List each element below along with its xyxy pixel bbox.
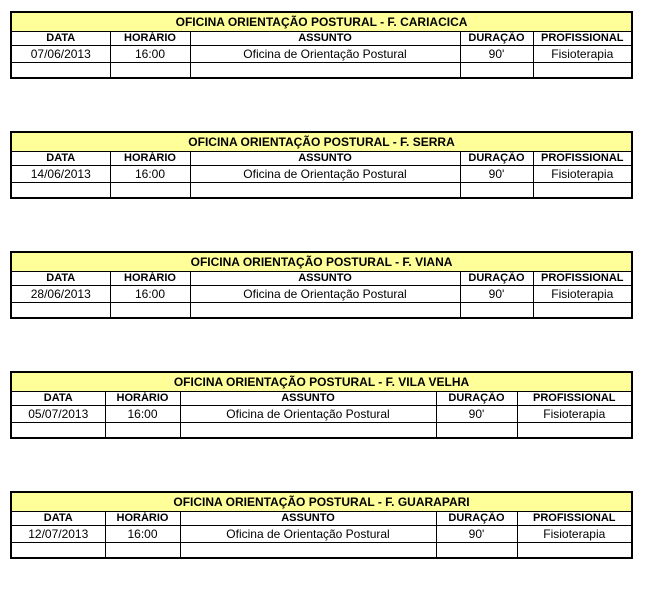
empty-cell — [436, 423, 517, 439]
cell-horario: 16:00 — [110, 46, 190, 63]
header-profissional: PROFISSIONAL — [533, 152, 632, 166]
empty-cell — [11, 63, 110, 79]
header-duracao: DURAÇÃO — [436, 392, 517, 406]
cell-assunto: Oficina de Orientação Postural — [190, 166, 460, 183]
empty-cell — [11, 303, 110, 319]
empty-row — [11, 303, 632, 319]
table-title: OFICINA ORIENTAÇÃO POSTURAL - F. SERRA — [11, 132, 632, 152]
schedule-table-guarapari — [10, 491, 633, 559]
table-row — [11, 166, 632, 183]
cell-horario: 16:00 — [110, 286, 190, 303]
schedule-table-cariacica — [10, 11, 633, 79]
schedule-table-serra — [10, 131, 633, 199]
cell-duracao: 90' — [436, 406, 517, 423]
empty-row — [11, 63, 632, 79]
empty-cell — [460, 183, 533, 199]
header-assunto: ASSUNTO — [190, 32, 460, 46]
empty-cell — [533, 303, 632, 319]
header-assunto: ASSUNTO — [190, 272, 460, 286]
empty-cell — [517, 543, 632, 559]
cell-duracao: 90' — [460, 46, 533, 63]
empty-cell — [11, 183, 110, 199]
schedule-table-viana — [10, 251, 633, 319]
empty-cell — [180, 423, 436, 439]
header-data: DATA — [11, 152, 110, 166]
table-row — [11, 286, 632, 303]
cell-assunto: Oficina de Orientação Postural — [180, 526, 436, 543]
header-horario: HORÁRIO — [110, 32, 190, 46]
empty-row — [11, 423, 632, 439]
header-assunto: ASSUNTO — [190, 152, 460, 166]
header-assunto: ASSUNTO — [180, 392, 436, 406]
header-duracao: DURAÇÃO — [460, 272, 533, 286]
table-title: OFICINA ORIENTAÇÃO POSTURAL - F. GUARAPARI — [11, 492, 632, 512]
header-data: DATA — [11, 32, 110, 46]
table-title: OFICINA ORIENTAÇÃO POSTURAL - F. CARIACICA — [11, 12, 632, 32]
header-profissional: PROFISSIONAL — [533, 272, 632, 286]
table-row — [11, 46, 632, 63]
cell-data: 07/06/2013 — [11, 46, 110, 63]
empty-cell — [110, 63, 190, 79]
empty-cell — [533, 183, 632, 199]
table-title: OFICINA ORIENTAÇÃO POSTURAL - F. VILA VELHA — [11, 372, 632, 392]
empty-cell — [105, 423, 180, 439]
header-data: DATA — [11, 512, 105, 526]
cell-assunto: Oficina de Orientação Postural — [180, 406, 436, 423]
cell-duracao: 90' — [436, 526, 517, 543]
header-duracao: DURAÇÃO — [460, 32, 533, 46]
cell-profissional: Fisioterapia — [533, 46, 632, 63]
empty-cell — [460, 63, 533, 79]
header-profissional: PROFISSIONAL — [517, 392, 632, 406]
header-duracao: DURAÇÃO — [460, 152, 533, 166]
empty-row — [11, 183, 632, 199]
table-row — [11, 406, 632, 423]
empty-cell — [460, 303, 533, 319]
cell-data: 05/07/2013 — [11, 406, 105, 423]
cell-data: 12/07/2013 — [11, 526, 105, 543]
cell-profissional: Fisioterapia — [517, 526, 632, 543]
cell-data: 28/06/2013 — [11, 286, 110, 303]
header-profissional: PROFISSIONAL — [533, 32, 632, 46]
header-duracao: DURAÇÃO — [436, 512, 517, 526]
empty-cell — [110, 183, 190, 199]
empty-cell — [190, 303, 460, 319]
cell-assunto: Oficina de Orientação Postural — [190, 286, 460, 303]
empty-cell — [190, 183, 460, 199]
empty-cell — [533, 63, 632, 79]
empty-cell — [11, 543, 105, 559]
empty-cell — [190, 63, 460, 79]
cell-horario: 16:00 — [105, 526, 180, 543]
empty-cell — [436, 543, 517, 559]
cell-profissional: Fisioterapia — [517, 406, 632, 423]
header-data: DATA — [11, 272, 110, 286]
table-title: OFICINA ORIENTAÇÃO POSTURAL - F. VIANA — [11, 252, 632, 272]
empty-row — [11, 543, 632, 559]
cell-horario: 16:00 — [105, 406, 180, 423]
header-horario: HORÁRIO — [105, 392, 180, 406]
empty-cell — [180, 543, 436, 559]
cell-profissional: Fisioterapia — [533, 166, 632, 183]
cell-data: 14/06/2013 — [11, 166, 110, 183]
empty-cell — [105, 543, 180, 559]
header-assunto: ASSUNTO — [180, 512, 436, 526]
cell-profissional: Fisioterapia — [533, 286, 632, 303]
table-row — [11, 526, 632, 543]
header-data: DATA — [11, 392, 105, 406]
cell-horario: 16:00 — [110, 166, 190, 183]
empty-cell — [110, 303, 190, 319]
empty-cell — [517, 423, 632, 439]
header-horario: HORÁRIO — [110, 152, 190, 166]
header-horario: HORÁRIO — [105, 512, 180, 526]
cell-duracao: 90' — [460, 286, 533, 303]
schedule-table-vila-velha — [10, 371, 633, 439]
header-profissional: PROFISSIONAL — [517, 512, 632, 526]
empty-cell — [11, 423, 105, 439]
header-horario: HORÁRIO — [110, 272, 190, 286]
cell-duracao: 90' — [460, 166, 533, 183]
cell-assunto: Oficina de Orientação Postural — [190, 46, 460, 63]
